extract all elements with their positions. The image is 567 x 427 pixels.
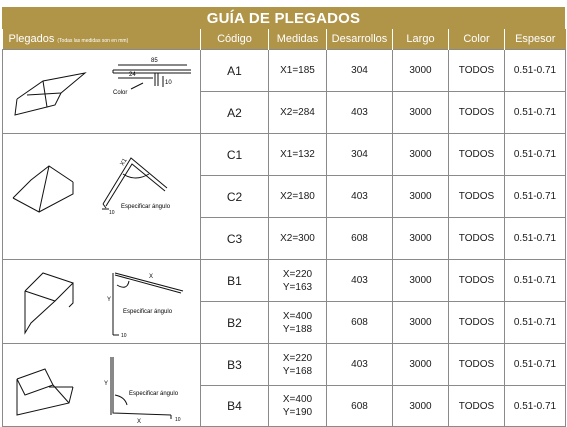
- row-largo: 3000: [393, 302, 449, 344]
- row-medidas: X1=132: [269, 134, 327, 176]
- medida-y: Y=188: [282, 323, 313, 335]
- row-color: TODOS: [449, 134, 505, 176]
- row-codigo: B1: [201, 260, 269, 302]
- profile-a-label-10: 10: [165, 79, 172, 86]
- row-desarrollos: 403: [327, 92, 393, 134]
- row-codigo: B2: [201, 302, 269, 344]
- profile-b-figure: [3, 260, 201, 344]
- profile-b2-drawing: [3, 345, 199, 425]
- profile-c-figure: [3, 134, 201, 260]
- row-medidas: [269, 344, 327, 386]
- profile-c-drawing: [3, 136, 199, 258]
- profile-b-label-y: Y: [107, 296, 112, 303]
- row-espesor: 0.51-0.71: [505, 50, 566, 92]
- header-codigo: Código: [201, 29, 269, 50]
- medida-x: X=400: [282, 394, 313, 405]
- row-color: TODOS: [449, 218, 505, 260]
- profile-a-drawing: [3, 51, 199, 133]
- row-color: TODOS: [449, 260, 505, 302]
- row-largo: 3000: [393, 218, 449, 260]
- row-largo: 3000: [393, 92, 449, 134]
- row-desarrollos: 403: [327, 260, 393, 302]
- row-desarrollos: 403: [327, 176, 393, 218]
- row-espesor: 0.51-0.71: [505, 134, 566, 176]
- row-medidas: X2=284: [269, 92, 327, 134]
- table-row: [3, 344, 566, 386]
- table-row: [3, 260, 566, 302]
- guide-title: GUÍA DE PLEGADOS: [2, 7, 565, 29]
- row-color: TODOS: [449, 92, 505, 134]
- row-medidas: X2=180: [269, 176, 327, 218]
- header-espesor: Espesor: [505, 29, 566, 50]
- row-color: TODOS: [449, 386, 505, 427]
- medida-y: Y=168: [282, 365, 313, 377]
- plegados-guide: [2, 2, 565, 425]
- table-row: [3, 134, 566, 176]
- row-largo: 3000: [393, 344, 449, 386]
- row-desarrollos: 608: [327, 218, 393, 260]
- row-largo: 3000: [393, 176, 449, 218]
- row-codigo: B3: [201, 344, 269, 386]
- header-color: Color: [449, 29, 505, 50]
- row-medidas: X1=185: [269, 50, 327, 92]
- row-codigo: C1: [201, 134, 269, 176]
- profile-b2-label-10: 10: [175, 417, 181, 423]
- profile-a-label-24: 24: [129, 71, 136, 78]
- row-medidas: [269, 260, 327, 302]
- header-desarrollos: Desarrollos: [327, 29, 393, 50]
- row-espesor: 0.51-0.71: [505, 176, 566, 218]
- plegados-table: [2, 29, 566, 427]
- row-medidas: [269, 302, 327, 344]
- row-codigo: B4: [201, 386, 269, 427]
- profile-b-label-angle: Especificar ángulo: [123, 308, 173, 315]
- row-color: TODOS: [449, 302, 505, 344]
- row-espesor: 0.51-0.71: [505, 260, 566, 302]
- row-medidas: [269, 386, 327, 427]
- profile-b2-label-y: Y: [104, 381, 109, 387]
- profile-b-drawing: [3, 261, 199, 343]
- row-color: TODOS: [449, 344, 505, 386]
- header-plegados-note: (Todas las medidas son en mm): [57, 38, 129, 44]
- row-desarrollos: 608: [327, 386, 393, 427]
- table-row: [3, 50, 566, 92]
- profile-a-label-85: 85: [151, 57, 158, 64]
- row-largo: 3000: [393, 386, 449, 427]
- profile-b-label-10: 10: [121, 332, 127, 339]
- row-desarrollos: 608: [327, 302, 393, 344]
- profile-a-figure: [3, 50, 201, 134]
- row-codigo: A1: [201, 50, 269, 92]
- profile-c-label-x1: X1: [119, 157, 129, 167]
- header-medidas: Medidas: [269, 29, 327, 50]
- medida-y: Y=190: [282, 407, 313, 418]
- row-desarrollos: 403: [327, 344, 393, 386]
- row-codigo: C2: [201, 176, 269, 218]
- row-color: TODOS: [449, 50, 505, 92]
- table-header-row: [3, 29, 566, 50]
- medida-y: Y=163: [282, 281, 313, 293]
- profile-b2-label-x: X: [137, 419, 142, 425]
- row-espesor: 0.51-0.71: [505, 344, 566, 386]
- profile-b2-label-angle: Especificar ángulo: [129, 391, 179, 397]
- profile-c-label-angle: Especificar ángulo: [121, 203, 171, 210]
- row-largo: 3000: [393, 260, 449, 302]
- header-plegados-label: Plegados: [8, 33, 55, 45]
- profile-c-label-10: 10: [109, 209, 115, 216]
- profile-b-label-x: X: [149, 273, 154, 280]
- row-color: TODOS: [449, 176, 505, 218]
- row-codigo: C3: [201, 218, 269, 260]
- row-desarrollos: 304: [327, 134, 393, 176]
- row-codigo: A2: [201, 92, 269, 134]
- medida-x: X=220: [282, 268, 313, 280]
- row-largo: 3000: [393, 50, 449, 92]
- profile-a-label-color: Color: [113, 89, 128, 96]
- profile-b2-figure: [3, 344, 201, 427]
- row-medidas: X2=300: [269, 218, 327, 260]
- header-plegados: [3, 29, 201, 50]
- row-espesor: 0.51-0.71: [505, 218, 566, 260]
- medida-x: X=400: [282, 310, 313, 322]
- row-largo: 3000: [393, 134, 449, 176]
- header-largo: Largo: [393, 29, 449, 50]
- row-espesor: 0.51-0.71: [505, 92, 566, 134]
- row-espesor: 0.51-0.71: [505, 386, 566, 427]
- row-desarrollos: 304: [327, 50, 393, 92]
- row-espesor: 0.51-0.71: [505, 302, 566, 344]
- medida-x: X=220: [282, 352, 313, 364]
